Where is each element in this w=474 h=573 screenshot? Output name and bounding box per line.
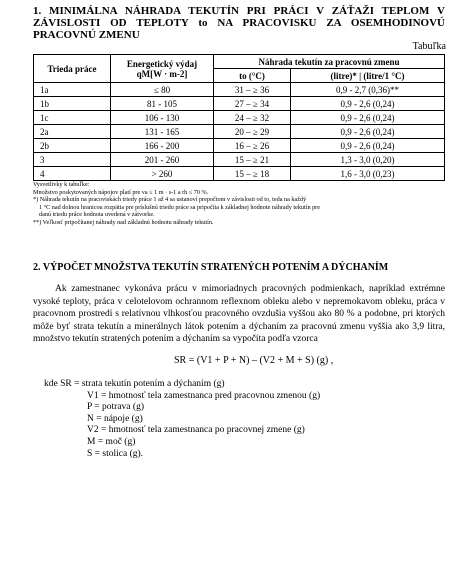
definition-line: V2 = hmotnosť tela zamestnanca po pracovnej zmene (g) <box>87 425 305 436</box>
cell-to: 20 – ≥ 29 <box>214 125 291 139</box>
section2-paragraph: Ak zamestnanec vykonáva prácu v mimoriadnych pracovných podmienkach, napríklad extrémne vysoké teploty, práca v celotelovom ochrannom reflexnom obleku alebo v nepremokavom obleku, práca v pracovnom prostredí s relatívnou vlhkosťou pracovného ovzdušia vyššou ako 80 % a podobne, pri ktorých môže byť strata tekutín a minerálnych látok potením a dýchaním za pracovnú zmenu vyššia ako 3,9 litra, množstvo tekutín stratených potením a dýchaním sa vypočíta podľa vzorca <box>33 284 445 344</box>
header-to: to (°C) <box>214 69 291 83</box>
header-nahrada: Náhrada tekutín za pracovnú zmenu <box>214 55 445 69</box>
cell-litre: 0,9 - 2,6 (0,24) <box>291 97 445 111</box>
table-notes <box>33 181 445 227</box>
table-row <box>34 97 445 111</box>
cell-trieda: 2a <box>34 125 111 139</box>
definition-line: M = moč (g) <box>87 436 136 447</box>
table-caption: Tabuľka <box>412 41 446 52</box>
cell-energeticky: 201 - 260 <box>111 153 214 167</box>
formula: SR = (V1 + P + N) – (V2 + M + S) (g) , <box>174 355 334 366</box>
cell-trieda: 3 <box>34 153 111 167</box>
table-row <box>34 167 445 181</box>
cell-trieda: 2b <box>34 139 111 153</box>
cell-trieda: 1c <box>34 111 111 125</box>
cell-litre: 0,9 - 2,7 (0,36)** <box>291 83 445 97</box>
cell-energeticky: 106 - 130 <box>111 111 214 125</box>
notes-line: danú triedu práce hodnota uvedená v zátvorke. <box>39 211 155 219</box>
cell-litre: 1,6 - 3,0 (0,23) <box>291 167 445 181</box>
cell-energeticky: ≤ 80 <box>111 83 214 97</box>
header-energeticky <box>111 55 214 83</box>
cell-energeticky: > 260 <box>111 167 214 181</box>
cell-to: 31 – ≥ 36 <box>214 83 291 97</box>
cell-litre: 0,9 - 2,6 (0,24) <box>291 139 445 153</box>
header-energeticky-title: Energetický výdaj <box>126 58 198 69</box>
cell-trieda: 4 <box>34 167 111 181</box>
header-trieda: Trieda práce <box>34 55 111 83</box>
cell-to: 27 – ≥ 34 <box>214 97 291 111</box>
definition-line: N = nápoje (g) <box>87 413 143 424</box>
fluid-replacement-table <box>33 54 445 181</box>
cell-energeticky: 81 - 105 <box>111 97 214 111</box>
table-row <box>34 125 445 139</box>
definition-line: V1 = hmotnosť tela zamestnanca pred pracovnou zmenou (g) <box>87 390 321 401</box>
notes-line: 1 °C nad dolnou hranicou rozpätia pre príslušnú triedu práce sa pripočíta k základnej hodnote náhrady tekutín pre <box>39 203 320 211</box>
notes-line: *) Náhrada tekutín na pracoviskách triedy práce 1 až 4 sa ustanoví prepočtom v závislosti od to, teda na každý <box>33 196 307 204</box>
table-row <box>34 111 445 125</box>
cell-to: 24 – ≥ 32 <box>214 111 291 125</box>
cell-trieda: 1b <box>34 97 111 111</box>
definition-line: P = potrava (g) <box>87 402 144 413</box>
notes-line: Množstvo poskytovaných nápojov platí pre va ≤ 1 m · s-1 a rh ≤ 70 %. <box>33 188 209 196</box>
cell-litre: 0,9 - 2,6 (0,24) <box>291 111 445 125</box>
notes-title: Vysvetlivky k tabuľke: <box>33 181 90 188</box>
notes-line: **) Veľkosť pripočítanej náhrady nad základnú hodnotu náhrady tekutín. <box>33 218 214 226</box>
cell-to: 15 – ≥ 21 <box>214 153 291 167</box>
cell-trieda: 1a <box>34 83 111 97</box>
cell-to: 16 – ≥ 26 <box>214 139 291 153</box>
cell-energeticky: 131 - 165 <box>111 125 214 139</box>
table-row <box>34 139 445 153</box>
section1-heading: 1. MINIMÁLNA NÁHRADA TEKUTÍN PRI PRÁCI V ZÁŤAŽI TEPLOM V ZÁVISLOSTI OD TEPLOTY to NA PRACOVISKU ZA OSEMHODINOVÚ PRACOVNÚ ZMENU <box>33 5 445 41</box>
header-litre: (litre)* | (litre/1 °C) <box>291 69 445 83</box>
definition-line: S = stolica (g). <box>87 448 144 459</box>
table-row <box>34 83 445 97</box>
table-row <box>34 153 445 167</box>
formula-definitions <box>44 379 320 460</box>
cell-litre: 0,9 - 2,6 (0,24) <box>291 125 445 139</box>
cell-to: 15 – ≥ 18 <box>214 167 291 181</box>
header-energeticky-unit: qM[W · m-2] <box>136 68 188 79</box>
cell-energeticky: 166 - 200 <box>111 139 214 153</box>
cell-litre: 1,3 - 3,0 (0,20) <box>291 153 445 167</box>
definition-line: kde SR = strata tekutín potením a dýchaním (g) <box>44 379 225 389</box>
section2-heading: 2. VÝPOČET MNOŽSTVA TEKUTÍN STRATENÝCH POTENÍM A DÝCHANÍM <box>33 262 389 273</box>
